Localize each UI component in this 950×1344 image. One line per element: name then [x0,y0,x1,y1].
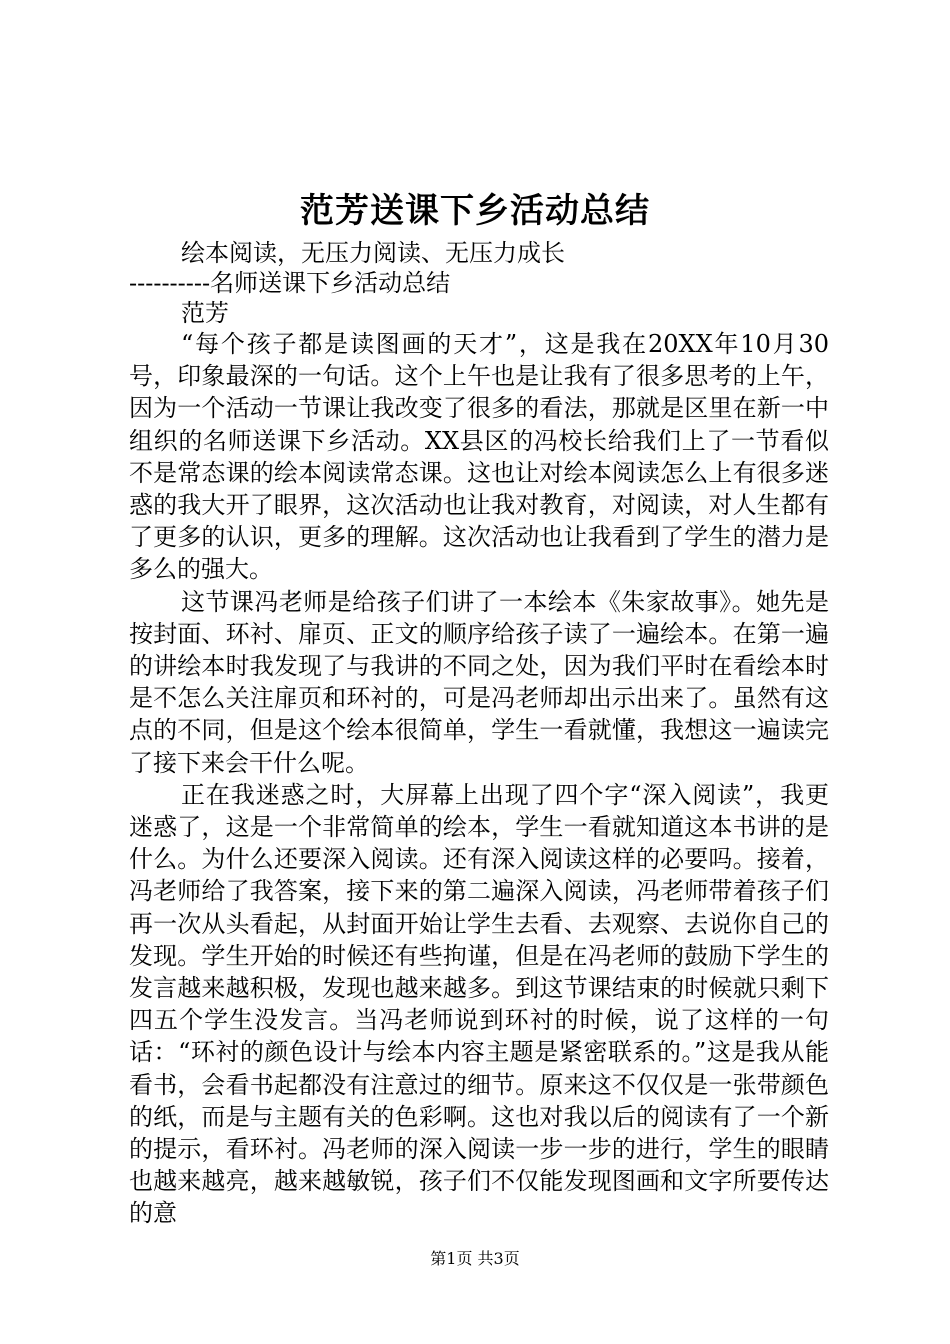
paragraph: 这节课冯老师是给孩子们讲了一本绘本《朱家故事》。她先是按封面、环衬、扉页、正文的顺序给孩子读了一遍绘本。在第一遍的讲绘本时我发现了与我讲的不同之处，因为我们平时在看绘本时是不怎么关注扉页和环衬的，可是冯老师却出示出来了。虽然有这点的不同，但是这个绘本很简单，学生一看就懂，我想这一遍读完了接下来会干什么呢。 [129,587,829,777]
paragraph: “每个孩子都是读图画的天才”，这是我在20XX年10月30号，印象最深的一句话。这个上午也是让我有了很多思考的上午，因为一个活动一节课让我改变了很多的看法，那就是区里在新一中组织的名师送课下乡活动。XX县区的冯校长给我们上了一节看似不是常态课的绘本阅读常态课。这也让对绘本阅读怎么上有很多迷惑的我大开了眼界，这次活动也让我对教育，对阅读，对人生都有了更多的认识，更多的理解。这次活动也让我看到了学生的潜力是多么的强大。 [129,330,829,584]
paragraph: 正在我迷惑之时，大屏幕上出现了四个字“深入阅读”，我更迷惑了，这是一个非常简单的绘本，学生一看就知道这本书讲的是什么。为什么还要深入阅读。还有深入阅读这样的必要吗。接着，冯老师给了我答案，接下来的第二遍深入阅读，冯老师带着孩子们再一次从头看起，从封面开始让学生去看、去观察、去说你自己的发现。学生开始的时候还有些拘谨，但是在冯老师的鼓励下学生的发言越来越积极，发现也越来越多。到这节课结束的时候就只剩下四五个学生没发言。当冯老师说到环衬的时候，说了这样的一句话：“环衬的颜色设计与绘本内容主题是紧密联系的。”这是我从能看书，会看书起都没有注意过的细节。原来这不仅仅是一张带颜色的纸，而是与主题有关的色彩啊。这也对我以后的阅读有了一个新的提示，看环衬。冯老师的深入阅读一步一步的进行，学生的眼睛也越来越亮，越来越敏锐，孩子们不仅能发现图画和文字所要传达的意 [129,780,829,1228]
author-name: 范芳 [181,299,229,327]
subtitle-line-1: 绘本阅读，无压力阅读、无压力成长 [181,239,565,267]
page-footer: 第1页 共3页 [430,1249,520,1268]
document-title: 范芳送课下乡活动总结 [300,191,650,231]
document-body [129,328,829,1230]
subtitle-line-2: ----------名师送课下乡活动总结 [129,269,451,297]
